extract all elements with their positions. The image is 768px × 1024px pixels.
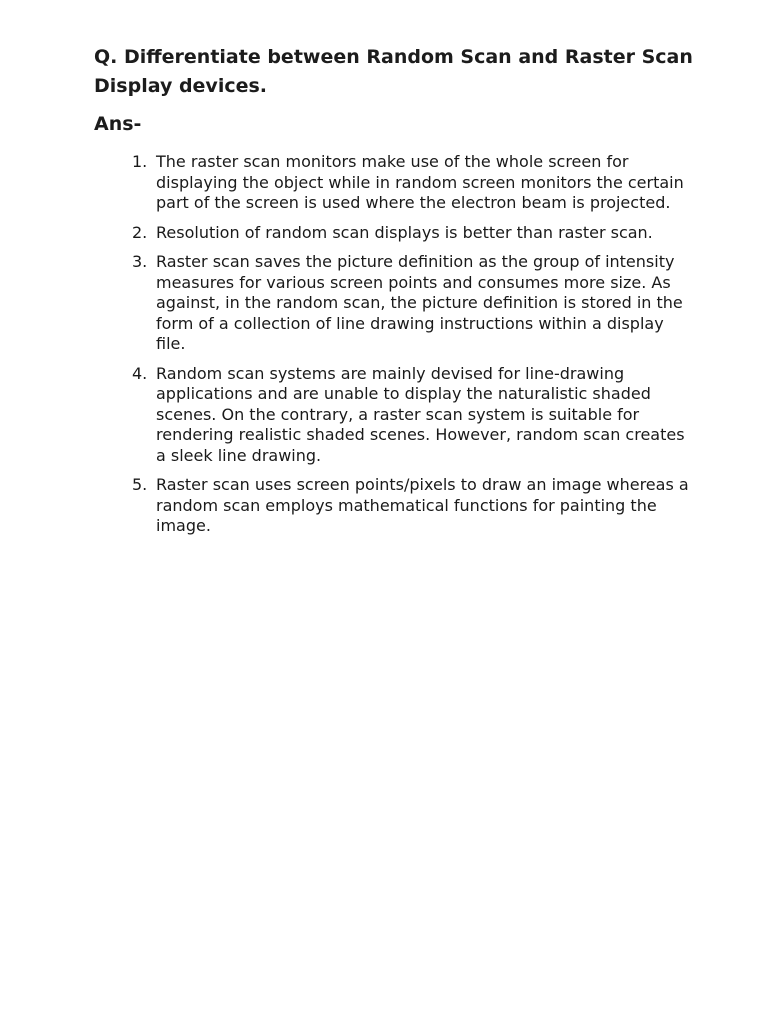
answer-list bbox=[132, 152, 692, 546]
answer-item-5 bbox=[132, 475, 692, 537]
answer-text: Raster scan saves the picture definition as the group of intensity measures for various screen points and consumes more size. As against, in the random scan, the picture definition is stored in the form of a collection of line drawing instructions within a display file. bbox=[156, 252, 683, 353]
answer-number: 3. bbox=[132, 252, 148, 271]
answer-number: 1. bbox=[132, 152, 148, 171]
answer-number: 5. bbox=[132, 475, 148, 494]
question-heading: Q. Differentiate between Random Scan and Raster Scan Display devices. bbox=[94, 46, 693, 97]
answer-text: Raster scan uses screen points/pixels to draw an image whereas a random scan employs mathematical functions for painting the image. bbox=[156, 475, 689, 535]
answer-item-3 bbox=[132, 252, 692, 355]
answer-number: 2. bbox=[132, 222, 148, 242]
answer-item-4 bbox=[132, 364, 692, 467]
answer-number: 4. bbox=[132, 363, 148, 383]
answer-text: Random scan systems are mainly devised for line-drawing applications and are unable to display the naturalistic shaded scenes. On the contrary, a raster scan system is suitable for rendering realistic shaded scenes. However, random scan creates a sleek line drawing. bbox=[156, 363, 685, 465]
answer-label: Ans- bbox=[94, 113, 142, 135]
answer-item-1 bbox=[132, 152, 692, 214]
answer-text: Resolution of random scan displays is better than raster scan. bbox=[156, 222, 653, 242]
answer-text: The raster scan monitors make use of the whole screen for displaying the object while in random screen monitors the certain part of the screen is used where the electron beam is projected. bbox=[156, 152, 684, 212]
answer-item-2 bbox=[132, 223, 692, 244]
